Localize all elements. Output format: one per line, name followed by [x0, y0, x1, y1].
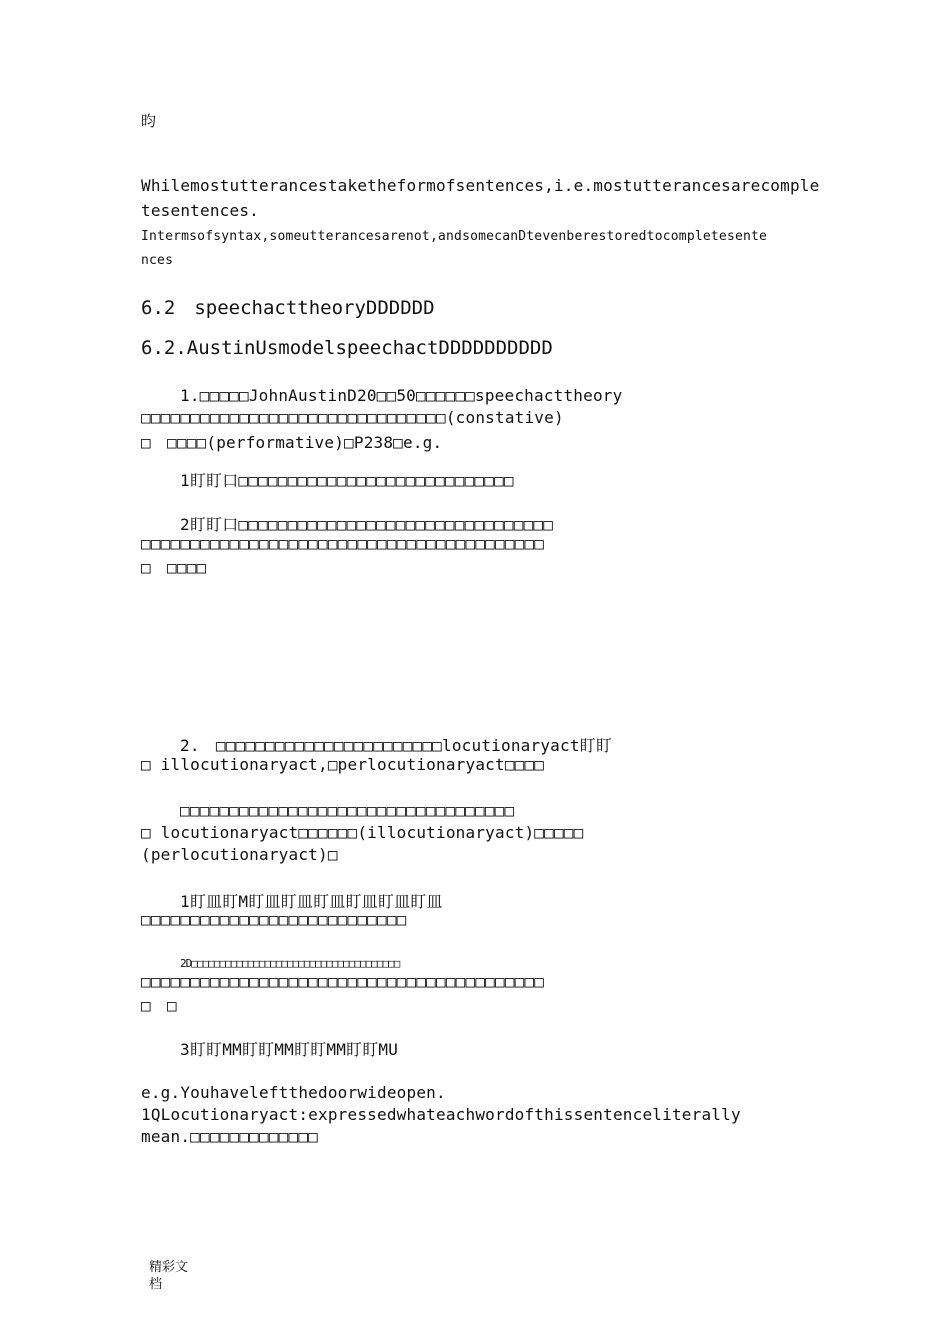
- list-item-1: 1盯盯口□□□□□□□□□□□□□□□□□□□□□□□□□□□□: [180, 471, 514, 490]
- paragraph-3-line-2: □ locutionaryact□□□□□□(illocutionaryact)□□□□□: [141, 823, 584, 842]
- paragraph-1-line-3: □ □□□□(performative)□P238□e.g.: [141, 433, 443, 452]
- paragraph-2-line-2: □ illocutionaryact,□perlocutionaryact□□□□: [141, 755, 545, 774]
- intro-line-4: nces: [141, 253, 174, 268]
- list-item-2-line-3: □ □□□□: [141, 558, 207, 577]
- paragraph-1-line-2: □□□□□□□□□□□□□□□□□□□□□□□□□□□□□□□(constative): [141, 408, 564, 427]
- intro-line-2: tesentences.: [141, 201, 259, 220]
- example-line-1: e.g.Youhaveleftthedoorwideopen.: [141, 1083, 446, 1102]
- section-heading-6-2: 6.2 speechacttheoryDDDDDD: [141, 297, 435, 319]
- sub-item-2-line-2: □□□□□□□□□□□□□□□□□□□□□□□□□□□□□□□□□□□□□□□□□: [141, 972, 545, 991]
- example-line-3: mean.□□□□□□□□□□□□□: [141, 1127, 318, 1146]
- footer-line-2: 档: [149, 1277, 163, 1292]
- paragraph-1-line-1: 1.□□□□□JohnAustinD20□□50□□□□□□speechacttheory: [180, 386, 623, 405]
- list-item-2-line-1: 2盯盯口□□□□□□□□□□□□□□□□□□□□□□□□□□□□□□□□: [180, 515, 554, 534]
- sub-item-2-line-3: □ □: [141, 996, 177, 1015]
- subsection-heading-austin-model: 6.2.AustinUsmodelspeechactDDDDDDDDDD: [141, 337, 553, 359]
- intro-line-3: Intermsofsyntax,someutterancesarenot,andsomecanDtevenberestoredtocompletesente: [141, 229, 768, 244]
- sub-item-1-line-2: □□□□□□□□□□□□□□□□□□□□□□□□□□□: [141, 910, 407, 929]
- intro-line-1: Whilemostutterancestaketheformofsentences,i.e.mostutterancesarecomple: [141, 176, 820, 195]
- sub-item-3: 3盯盯MM盯盯MM盯盯MM盯盯MU: [180, 1040, 399, 1059]
- paragraph-3-line-3: (perlocutionaryact)□: [141, 845, 338, 864]
- example-line-2: 1QLocutionaryact:expressedwhateachwordofthissentenceliterally: [141, 1105, 741, 1124]
- top-character: 昀: [141, 112, 157, 130]
- footer-line-1: 精彩文: [149, 1260, 189, 1275]
- sub-item-1-line-1: 1盯皿盯M盯皿盯皿盯皿盯皿盯皿盯皿: [180, 892, 443, 911]
- sub-item-2-line-1: 2D□□□□□□□□□□□□□□□□□□□□□□□□□□□□□□□□□□□□□: [180, 957, 400, 970]
- paragraph-3-line-1: □□□□□□□□□□□□□□□□□□□□□□□□□□□□□□□□□□: [180, 801, 515, 820]
- list-item-2-line-2: □□□□□□□□□□□□□□□□□□□□□□□□□□□□□□□□□□□□□□□□□: [141, 534, 545, 553]
- paragraph-2-line-1: 2. □□□□□□□□□□□□□□□□□□□□□□□locutionaryact盯盯: [180, 736, 613, 755]
